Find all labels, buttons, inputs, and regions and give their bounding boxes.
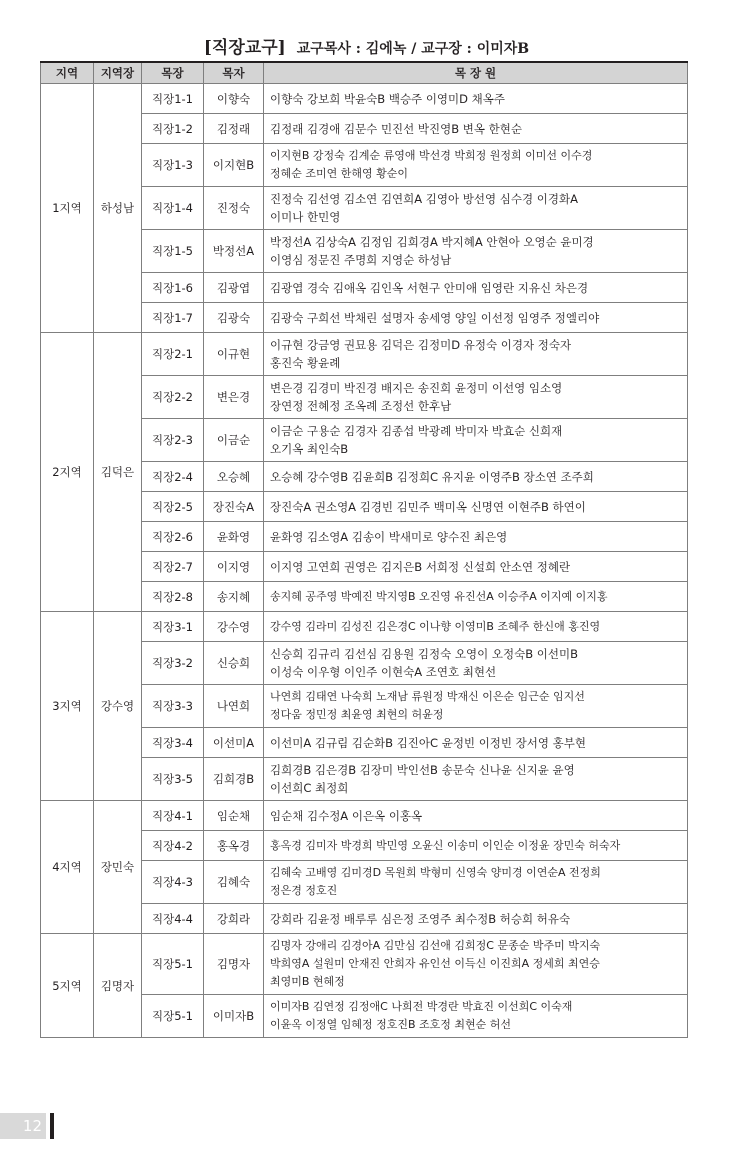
group-code: 직장4-1 [142,801,204,831]
region-leader: 하성남 [94,84,142,333]
group-code: 직장1-5 [142,230,204,273]
group-members: 이향숙 강보희 박윤숙B 백승주 이영미D 채옥주 [264,84,688,114]
group-members: 오승혜 강수영B 김윤희B 김정희C 유지윤 이영주B 장소연 조주희 [264,462,688,492]
table-row [41,801,688,831]
group-code: 직장4-4 [142,904,204,934]
group-code: 직장2-8 [142,582,204,612]
group-code: 직장3-4 [142,728,204,758]
group-shepherd: 임순채 [204,801,264,831]
header-shepherd: 목자 [204,62,264,84]
group-shepherd: 오승혜 [204,462,264,492]
title-sub: 교구목사 : 김에녹 / 교구장 : 이미자B [296,41,530,57]
table-row [41,612,688,642]
group-shepherd: 김명자 [204,934,264,995]
group-code: 직장2-2 [142,376,204,419]
group-code: 직장1-6 [142,273,204,303]
group-members: 장진숙A 권소영A 김경빈 김민주 백미옥 신명연 이현주B 하연이 [264,492,688,522]
group-code: 직장2-5 [142,492,204,522]
group-members: 이선미A 김규림 김순화B 김진아C 윤정빈 이정빈 장서영 홍부현 [264,728,688,758]
page-number: 12 [0,1113,46,1139]
group-members: 박정선A 김상숙A 김정임 김희경A 박지혜A 안현아 오영순 윤미경 이영심 정문진 주명희 지영순 하성남 [264,230,688,273]
region-leader: 김명자 [94,934,142,1038]
group-shepherd: 진정숙 [204,187,264,230]
group-shepherd: 김혜숙 [204,861,264,904]
page-title [0,33,733,58]
group-code: 직장1-2 [142,114,204,144]
header-row [41,62,688,84]
group-shepherd: 이향숙 [204,84,264,114]
group-members: 김명자 강애리 김경아A 김만심 김선애 김희정C 문종순 박주미 박지숙 박희영A 설원미 안재진 안희자 유인선 이득신 이진희A 정세희 최연승 최영미B 현혜정 [264,934,688,995]
group-code: 직장3-1 [142,612,204,642]
page-number-bar [50,1113,54,1139]
group-shepherd: 홍옥경 [204,831,264,861]
region-name: 3지역 [41,612,94,801]
group-shepherd: 박정선A [204,230,264,273]
region-name: 5지역 [41,934,94,1038]
group-code: 직장2-4 [142,462,204,492]
group-shepherd: 윤화영 [204,522,264,552]
group-members: 이지영 고연희 권영은 김지은B 서희정 신설희 안소연 정혜란 [264,552,688,582]
header-region-leader: 지역장 [94,62,142,84]
group-members: 이지현B 강정숙 김계순 류영애 박선경 박희정 원정희 이미선 이수경 정혜순 조미연 한해영 황순이 [264,144,688,187]
group-code: 직장2-6 [142,522,204,552]
group-shepherd: 신승희 [204,642,264,685]
group-code: 직장5-1 [142,995,204,1038]
group-members: 김혜숙 고배영 김미경D 목원희 박형미 신영숙 양미경 이연순A 전정희 정은경 정호진 [264,861,688,904]
group-shepherd: 김광엽 [204,273,264,303]
group-code: 직장1-7 [142,303,204,333]
header-members: 목 장 원 [264,62,688,84]
group-code: 직장1-3 [142,144,204,187]
group-members: 윤화영 김소영A 김송이 박새미로 양수진 최은영 [264,522,688,552]
title-main: [직장교구] [203,38,286,58]
group-shepherd: 장진숙A [204,492,264,522]
region-leader: 김덕은 [94,333,142,612]
region-leader: 장민숙 [94,801,142,934]
group-members: 이미자B 김연정 김정애C 나희전 박경란 박효진 이선희C 이숙재 이윤옥 이정열 임혜정 정호진B 조호정 최현순 허선 [264,995,688,1038]
group-shepherd: 나연희 [204,685,264,728]
header-group: 목장 [142,62,204,84]
group-code: 직장1-1 [142,84,204,114]
group-members: 김정래 김경애 김문수 민진선 박진영B 변옥 한현순 [264,114,688,144]
roster-table [40,61,688,1038]
group-shepherd: 이미자B [204,995,264,1038]
group-members: 김희경B 김은경B 김장미 박인선B 송문숙 신나윤 신지윤 윤영 이선희C 최정희 [264,758,688,801]
group-code: 직장1-4 [142,187,204,230]
group-members: 김광숙 구희선 박채린 설명자 송세영 양일 이선정 임영주 정엘리야 [264,303,688,333]
group-shepherd: 김희경B [204,758,264,801]
header-region: 지역 [41,62,94,84]
group-members: 강수영 김라미 김성진 김은경C 이나향 이영미B 조혜주 한신애 홍진영 [264,612,688,642]
group-members: 임순채 김수정A 이은옥 이홍옥 [264,801,688,831]
roster-body [41,84,688,1038]
region-leader: 강수영 [94,612,142,801]
group-shepherd: 강수영 [204,612,264,642]
group-shepherd: 이지현B [204,144,264,187]
group-code: 직장2-7 [142,552,204,582]
table-row [41,934,688,995]
group-shepherd: 김정래 [204,114,264,144]
group-members: 이규현 강금영 권묘용 김덕은 김정미D 유정숙 이경자 정숙자 홍진숙 황윤례 [264,333,688,376]
group-members: 나연희 김태연 나숙희 노재남 류원정 박재신 이은순 임근순 임지선 정다움 정민정 최윤영 최현의 허윤정 [264,685,688,728]
group-code: 직장2-1 [142,333,204,376]
group-code: 직장4-2 [142,831,204,861]
group-code: 직장4-3 [142,861,204,904]
group-code: 직장3-3 [142,685,204,728]
group-shepherd: 이지영 [204,552,264,582]
table-row [41,333,688,376]
group-members: 변은경 김경미 박진경 배지은 송진희 윤정미 이선영 임소영 장연정 전혜정 조옥례 조정선 한후남 [264,376,688,419]
group-code: 직장5-1 [142,934,204,995]
table-row [41,84,688,114]
group-members: 강희라 김윤정 배루루 심은정 조영주 최수정B 허승희 허유숙 [264,904,688,934]
region-name: 1지역 [41,84,94,333]
region-name: 2지역 [41,333,94,612]
group-code: 직장3-5 [142,758,204,801]
group-code: 직장3-2 [142,642,204,685]
group-shepherd: 김광숙 [204,303,264,333]
group-members: 송지혜 공주영 박예진 박지영B 오진영 유진선A 이승주A 이지예 이지홍 [264,582,688,612]
group-shepherd: 강희라 [204,904,264,934]
group-members: 김광엽 경숙 김애옥 김인옥 서현구 안미애 임영란 지유신 차은경 [264,273,688,303]
group-members: 이금순 구용순 김경자 김종섭 박광례 박미자 박효순 신희재 오기옥 최인숙B [264,419,688,462]
group-members: 홍옥경 김미자 박경희 박민영 오윤신 이송미 이인순 이정윤 장민숙 허숙자 [264,831,688,861]
group-shepherd: 이규현 [204,333,264,376]
group-code: 직장2-3 [142,419,204,462]
group-members: 신승희 김규리 김선심 김용원 김정숙 오영이 오정숙B 이선미B 이성숙 이우형 이인주 이현숙A 조연호 최현선 [264,642,688,685]
group-members: 진정숙 김선영 김소연 김연희A 김영아 방선영 심수경 이경화A 이미나 한민영 [264,187,688,230]
region-name: 4지역 [41,801,94,934]
group-shepherd: 송지혜 [204,582,264,612]
group-shepherd: 이금순 [204,419,264,462]
group-shepherd: 변은경 [204,376,264,419]
group-shepherd: 이선미A [204,728,264,758]
